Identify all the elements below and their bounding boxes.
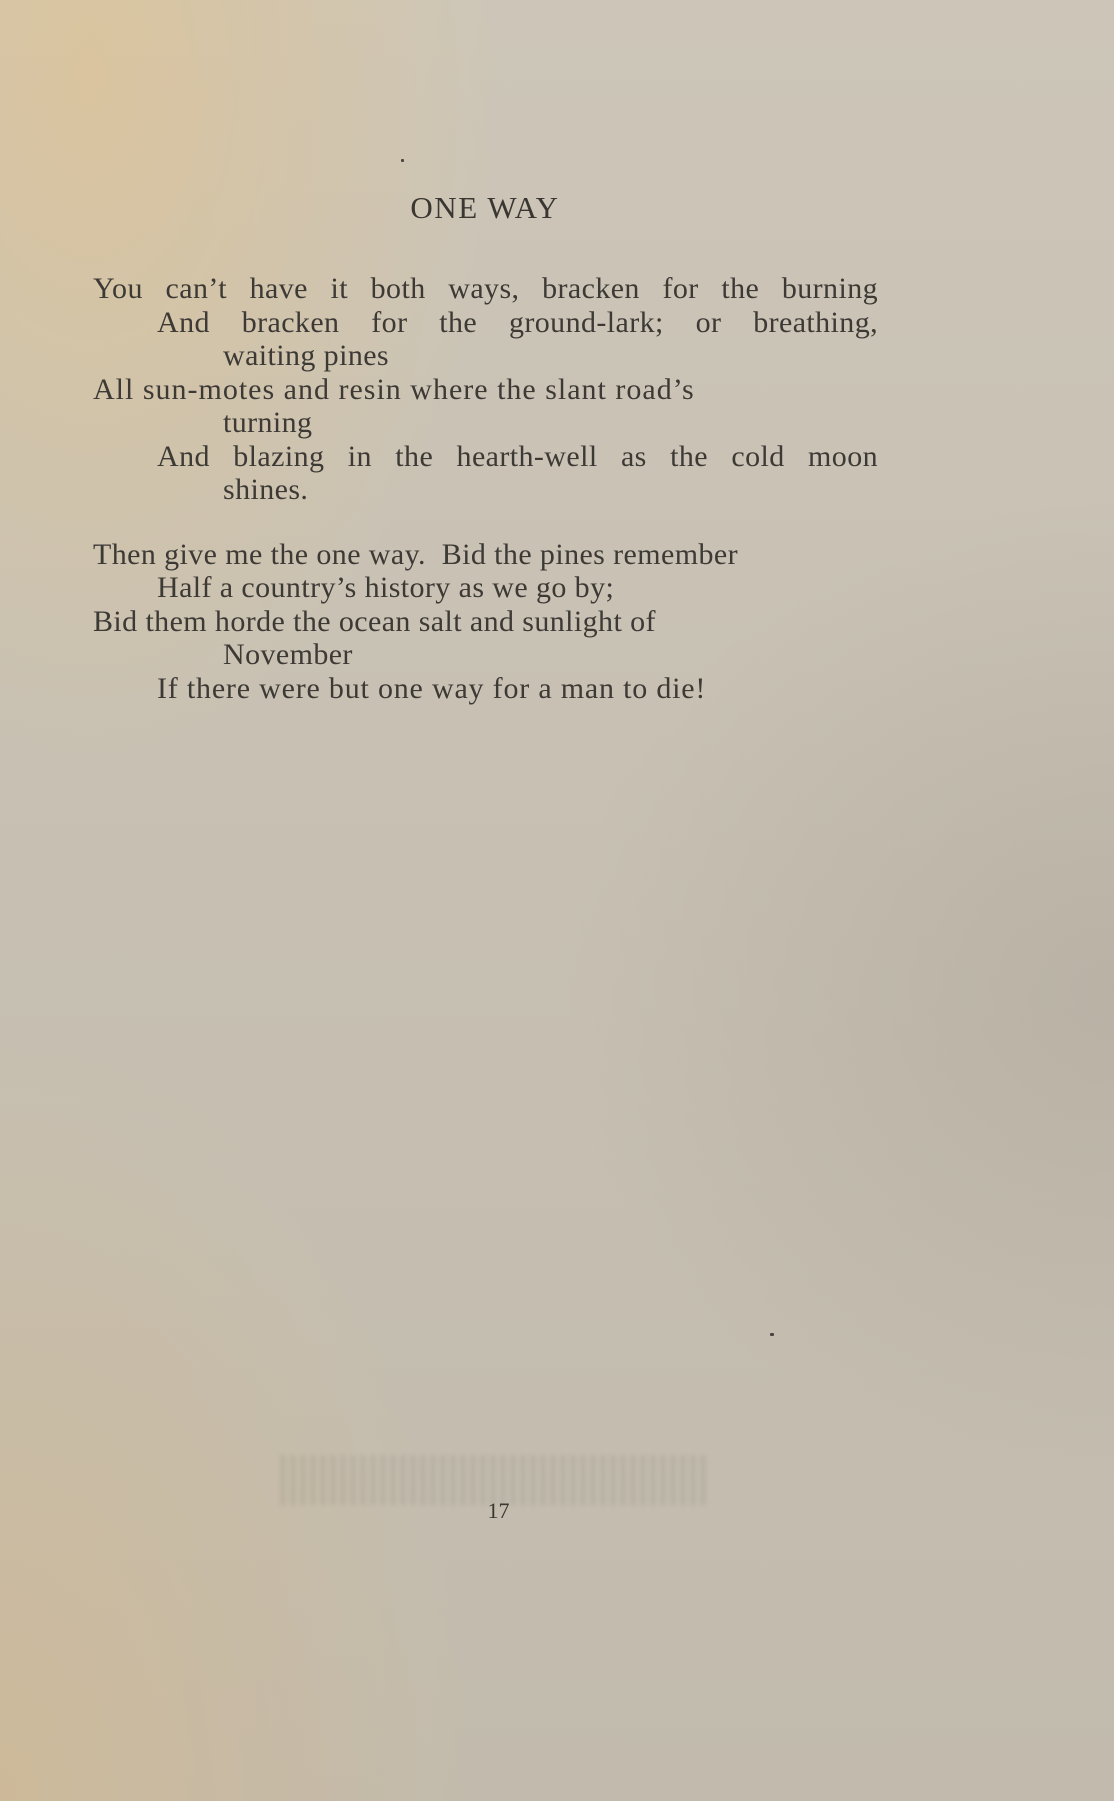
poem-line: Bid them horde the ocean salt and sunlight of (93, 604, 656, 638)
poem-line: shines. (223, 473, 309, 506)
poem-line: All sun-motes and resin where the slant road’s (93, 372, 695, 406)
ink-speck (770, 1333, 774, 1336)
poem-line: November (223, 638, 353, 671)
poem-line: Then give me the one way. Bid the pines remember (93, 537, 738, 571)
poem-line: Half a country’s history as we go by; (157, 571, 615, 604)
ink-speck (401, 159, 404, 162)
poem-title: ONE WAY (410, 190, 560, 225)
poem-line: And blazing in the hearth-well as the cold moon (157, 439, 878, 473)
poem-line: And bracken for the ground-lark; or breathing, (157, 305, 878, 339)
stanza-1 (93, 272, 883, 507)
poem-line: waiting pines (223, 339, 390, 372)
poem-line: You can’t have it both ways, bracken for the burning (93, 272, 878, 305)
page-number: 17 (487, 1498, 510, 1523)
poem-line: If there were but one way for a man to die! (157, 671, 707, 705)
poem-body (93, 272, 883, 736)
stanza-2 (93, 538, 883, 706)
poem-line: turning (223, 406, 313, 439)
